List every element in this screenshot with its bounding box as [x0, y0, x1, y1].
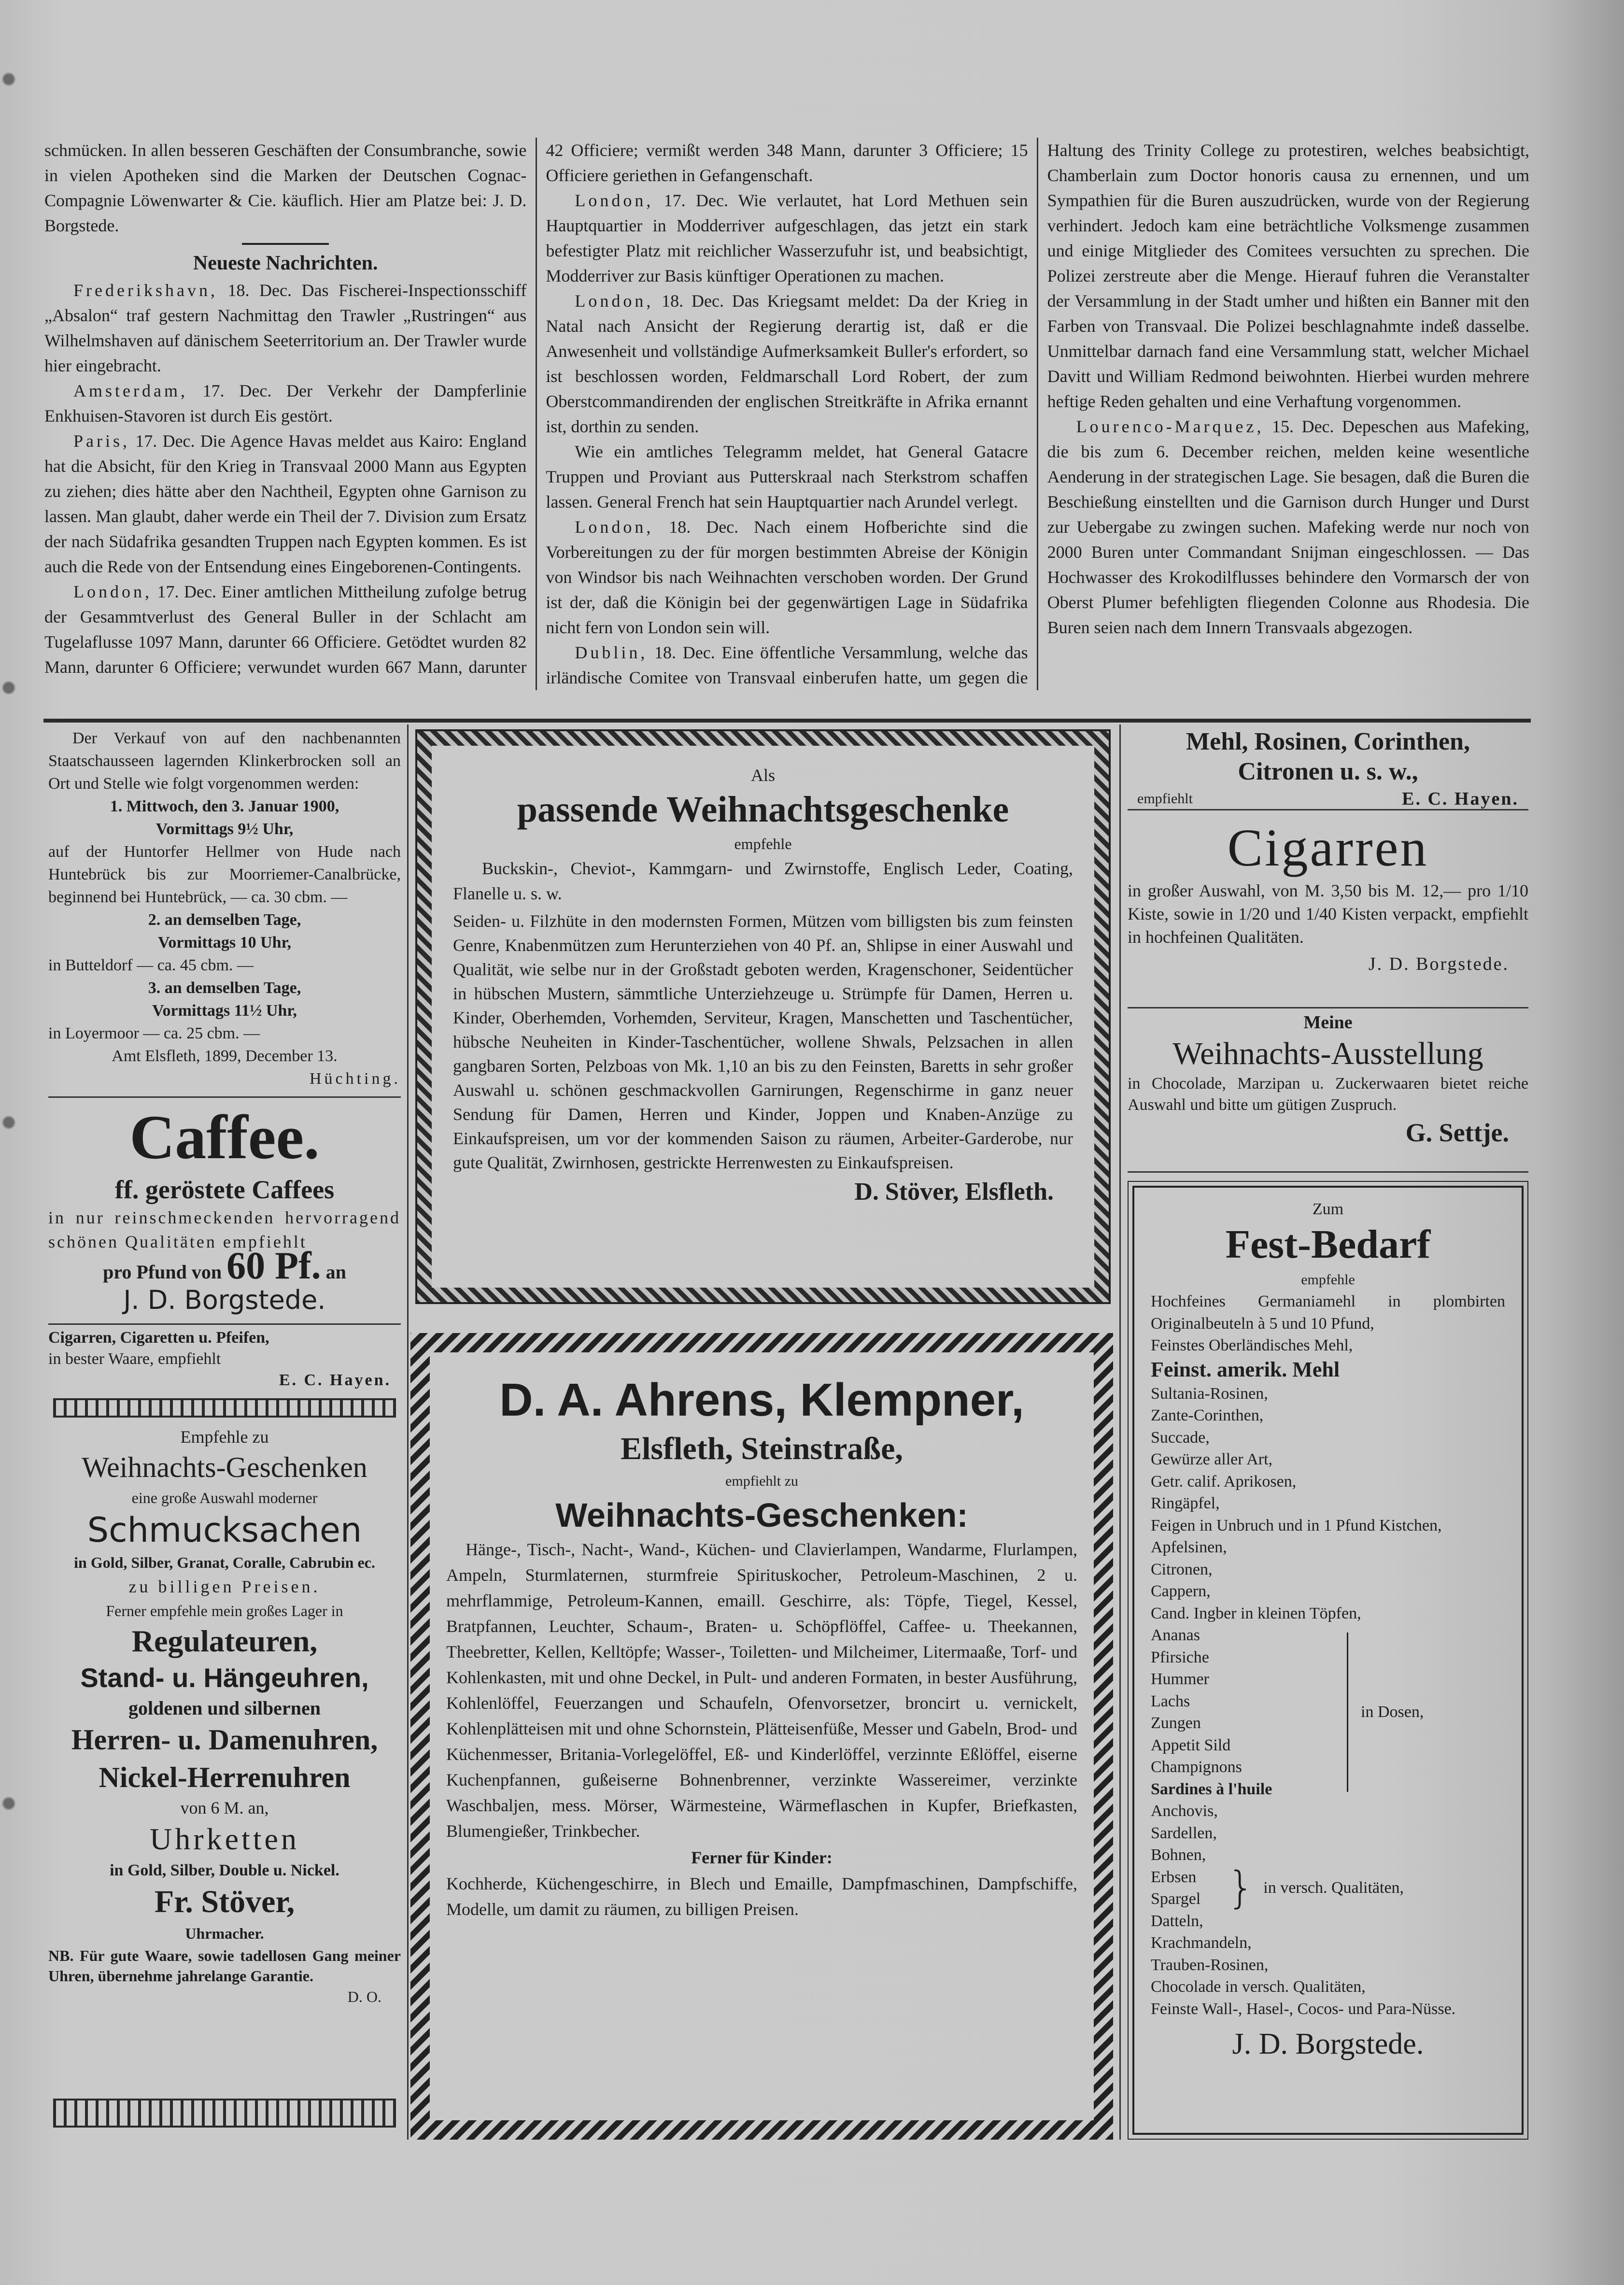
news-heading: Neueste Nachrichten.: [193, 252, 378, 274]
brace-line: [1347, 1632, 1348, 1792]
ad-mehl: Mehl, Rosinen, Corinthen, Citronen u. s. w., empfiehlt E. C. Hayen.: [1137, 728, 1519, 809]
column-rule: [407, 724, 409, 2140]
binding-hole: [2, 72, 15, 86]
news-item: Amsterdam, 17. Dec. Der Verkehr der Dampferlinie Enkhuisen-Stavoren ist durch Eis gestört.: [44, 381, 527, 426]
ad-cigaretten: Cigarren, Cigaretten u. Pfeifen, in bester Waare, empfiehlt E. C. Hayen.: [48, 1329, 391, 1389]
product-list: Sultania-Rosinen, Zante-Corinthen, Succade, Gewürze aller Art, Getr. calif. Aprikosen, Ringäpfel, Feigen in Unbruch und in 1 Pfund Kistchen, Apfelsinen, Citronen, Cappern, Cand. Ingber in kleinen Töpfen,: [1151, 1384, 1442, 1622]
divider: [242, 243, 329, 245]
news-item: London, 17. Dec. Wie verlautet, hat Lord Methuen sein Hauptquartier in Modderriver aufgeschlagen, das jetzt ein stark befestigter Platz mit reichlicher Wasserzufuhr ist, und beabsichtigt, Modderriver zur Basis künftiger Operationen zu machen.: [546, 191, 1028, 285]
binding-hole: [2, 1116, 15, 1129]
news-item: Dublin, 18. Dec. Eine öffentliche Versammlung, welche das irländische Comitee von Transvaal einberufen hatte, um gegen die Haltung des Trinity College zu protestiren, welches beabsichtigt, Chamberlain zum Doctor honoris causa zu ernennen, und um Sympathien für die Buren auszudrücken, wurde von der Regierung verhindert. Jedoch kam eine beträchtliche Volksmenge zusammen und einige Mitglieder des Comitees versuchten zu sprechen. Die Polizei zerstreute aber die Menge. Hierauf fuhren die Veranstalter der Versammlung in der Stadt umher und hißten ein Banner mit den Farben von Transvaal. Die Polizei beschlagnahmte indeß dasselbe. Unmittelbar darnach fand eine Versammlung statt, welcher Michael Davitt und William Redmond beiwohnten. Hierbei wurden mehrere heftige Reden gehalten und eine Verhaftung vorgenommen.: [546, 141, 1529, 687]
news-item: Wie ein amtliches Telegramm meldet, hat General Gatacre Truppen und Proviant aus Putterskraal nach Sterkstrom schaffen lassen. General French hat sein Hauptquartier nach Arundel verlegt.: [546, 442, 1028, 511]
ornament-border: [53, 2099, 396, 2128]
divider: [48, 1323, 401, 1325]
divider: [1128, 809, 1528, 810]
news-item: London, 18. Dec. Nach einem Hofberichte sind die Vorbereitungen zu der für morgen bestimmten Abreise der Königin von Windsor bis nach Weihnachten verschoben worden. Der Grund ist der, daß die Königin bei der gegenwärtigen Lage in Südafrika nicht fern von London sein will.: [546, 517, 1028, 637]
ad-klinker-sale: Der Verkauf von auf den nachbenannten Staatschausseen lagernden Klinkerbrocken soll an Ort und Stelle wie folgt vorgenommen werden: 1. Mittwoch, den 3. Januar 1900, Vormittags 9½ Uhr, auf der Huntorfer Hellmer von Hude nach Huntebrück bis zur Moorriemer-Canalbrücke, beginnend bei Huntebrück, — ca. 30 cbm. — 2. an demselben Tage, Vormittags 10 Uhr, in Butteldorf — ca. 45 cbm. — 3. an demselben Tage, Vormittags 11½ Uhr, in Loyermoor — ca. 25 cbm. — Amt Elsfleth, 1899, December 13. Hüchting.: [48, 729, 401, 1088]
ad-cigarren: Cigarren in großer Auswahl, von M. 3,50 bis M. 12,— pro 1/10 Kiste, sowie in 1/20 und 1/40 Kisten verpackt, empfiehlt in hochfeinen Qualitäten. J. D. Borgstede.: [1128, 818, 1528, 974]
news-lead: schmücken. In allen besseren Geschäften der Consumbranche, sowie in vielen Apotheken sind die Marken der Deutschen Cognac-Compagnie Löwenwarter & Cie. käuflich. Hier am Platze bei: J. D. Borgstede.: [44, 141, 527, 235]
ad-caffee: Caffee. ff. geröstete Caffees in nur reinschmeckenden hervorragend schönen Qualitäten empfiehlt pro Pfund von 60 Pf. an J. D. Borgstede.: [48, 1103, 401, 1315]
news-item: Frederikshavn, 18. Dec. Das Fischerei-Inspectionsschiff „Absalon“ traf gestern Nachmittag den Trawler „Rustringen“ aus Wilhelmshaven auf dänischem Seeterritorium an. Der Trawler wurde hier eingebracht.: [44, 281, 527, 375]
binding-hole: [2, 1797, 15, 1810]
ad-ahrens: D. A. Ahrens, Klempner, Elsfleth, Steinstraße, empfiehlt zu Weihnachts-Geschenken: Hänge-, Tisch-, Nacht-, Wand-, Küchen- und Clavierlampen, Wandarme, Flurlampen, Ampeln, Sturmlaternen, sturmfreie Spirituskocher, Petroleum-Maschinen, 2 u. mehrflammige, Petroleum-Kannen, emaill. Geschirre, als: Töpfe, Tiegel, Kessel, Bratpfannen, Leuchter, Schaum-, Braten- u. Schöpflöffel, Caffee- u. Theekannen, Theebretter, Kellen, Kelltöpfe; Wasser-, Toiletten- und Milcheimer, Litermaaße, Torf- und Kohlenkasten, mit und ohne Deckel, in Pult- und anderen Formaten, in bester Ausführung, Kohlenlöffel, Feuerzangen und Schaufeln, Ofenvorsetzer, broncirt u. vernickelt, Kohlenplätteisen mit und ohne Schornstein, Plätteisenfüße, Messer und Gabeln, Brod- und Küchenmesser, Britania-Vorlegelöffel, Eß- und Kinderlöffel, verzinnte Eßlöffel, eiserne Kuchenpfannen, gußeiserne Bohnenbrenner, verzinkte Wassereimer, verzinkte Waschbaljen, mess. Mörser, Wärmesteine, Wärmeflaschen in Kupfer, Briefkasten, Blumengießer, Trinkbecher. Ferner für Kinder: Kochherde, Küchengeschirre, in Blech und Emaille, Dampfmaschinen, Dampfschiffe, Modelle, um damit zu räumen, zu billigen Preisen.: [446, 1374, 1077, 1919]
news-item: Lourenco-Marquez, 15. Dec. Depeschen aus Mafeking, die bis zum 6. December reichen, melden keine wesentliche Aenderung in der strategischen Lage. Sie besagen, daß die Buren die Beschießung einstellten und die Garnison durch Hunger und Durst zur Uebergabe zu zwingen suchen. Mafeking werde nur noch von 2000 Buren unter Commandant Snijman eingeschlossen. — Das Hochwasser des Krokodilflusses behindere den Vormarsch der von Oberst Plumer befehligten fliegenden Colonne aus Rhodesia. Die Buren seien nach dem Innern Transvaals abgezogen.: [1047, 417, 1529, 637]
divider: [1128, 1007, 1528, 1008]
ad-fest-bedarf: Zum Fest-Bedarf empfehle Hochfeines Germaniamehl in plombirten Originalbeuteln à 5 und 10 Pfund, Feinstes Oberländisches Mehl, Feinst. amerik. Mehl Sultania-Rosinen, Zante-Corinthen, Succade, Gewürze aller Art, Getr. calif. Aprikosen, Ringäpfel, Feigen in Unbruch und in 1 Pfund Kistchen, Apfelsinen, Citronen, Cappern, Cand. Ingber in kleinen Töpfen, Ananas Pfirsiche Hummer Lachs Zungen Appetit Sild Champignons Sardines à l'huile in Dosen, Anchovis, Sardellen, Bohnen, Erbsen Spargel } in versch. Qualitäten, Datteln, Krachmandeln, Trauben-Rosinen, Chocolade in versch. Qualitäten, Feinste Wall-, Hasel-, Cocos- und Para-Nüsse. J. D. Borgstede.: [1132, 1186, 1524, 2135]
section-divider: [43, 719, 1531, 723]
brace-icon: }: [1227, 1862, 1255, 1913]
ad-stoever: Als passende Weihnachtsgeschenke empfehle Buckskin-, Cheviot-, Kammgarn- und Zwirnstoffe, Englisch Leder, Coating, Flanelle u. s. w. Seiden- u. Filzhüte in den modernsten Formen, Mützen vom billigsten bis zum feinsten Genre, Knabenmützen zum Herunterziehen von 40 Pf. an, Shlipse in einer Auswahl und Qualität, wie selbe nur in der Großstadt geboten werden, Kragenschoner, Seidentücher in hübschen Mustern, sämmtliche Unterziehzeuge u. Strümpfe für Damen, Herren u. Kinder, Oberhemden, Vorhemden, Serviteur, Kragen, Manschetten und Taschentücher, hübsche Neuheiten in Kinder-Taschentücher, wollene Shwals, Pelzsachen in allen gangbaren Sorten, Pelzboas von Mk. 1,10 an bis zu den Feinsten, Baretts in sehr großer Auswahl u. schönen geschmackvollen Garnirungen, Regenschirme in ganz neuer Sendung für Damen, Herren und Kinder, Joppen und Knaben-Anzüge zu Einkaufspreisen, um vor der kommenden Saison zu räumen, Arbeiter-Garderobe, nur gute Qualität, Zwirnhosen, gestrickte Herrenwesten zu Einkaufspreisen. D. Stöver, Elsfleth.: [415, 729, 1111, 1304]
ad-settje: Meine Weihnachts-Ausstellung in Chocolade, Marzipan u. Zuckerwaaren bietet reiche Auswahl und bitte um gütigen Zuspruch. G. Settje.: [1128, 1012, 1528, 1147]
product-group-qualitaeten: Erbsen Spargel } in versch. Qualitäten,: [1151, 1862, 1404, 1913]
divider: [48, 1096, 401, 1098]
column-rule: [1119, 724, 1121, 2140]
news-item: Paris, 17. Dec. Die Agence Havas meldet aus Kairo: England hat die Absicht, für den Krieg in Transvaal 2000 Mann aus Egypten zu ziehen; dies hätte aber den Nachtheil, Egypten ohne Garnison zu lassen. Man glaubt, daher werde ein Theil der 7. Division zum Ersatz der nach Südafrika gesandten Truppen nach Egypten kommen. Es ist auch die Rede von der Entsendung eines Eingeborenen-Contingents.: [44, 431, 527, 576]
ornament-border: [53, 1398, 396, 1418]
news-columns: [44, 138, 1529, 690]
news-item: London, 17. Dec. Einer amtlichen Mittheilung zufolge betrug der Gesammtverlust des General Buller in der Schlacht am Tugelaflusse 1097 Mann, darunter 66 Officiere. Getödtet wurden 82 Mann, darunter 6 Officiere; verwundet wurden 667 Mann, darunter 42 Officiere; vermißt werden 348 Mann, darunter 3 Officiere; 15 Officiere geriethen in Gefangenschaft.: [44, 141, 1028, 677]
binding-hole: [2, 681, 15, 695]
product-group-dosen: Ananas Pfirsiche Hummer Lachs Zungen Appetit Sild Champignons Sardines à l'huile in Dosen,: [1151, 1626, 1424, 1798]
divider: [1128, 1171, 1528, 1173]
news-item: London, 18. Dec. Das Kriegsamt meldet: Da der Krieg in Natal nach Ansicht der Regierung derartig ist, daß er die Anwesenheit und vollständige Aufmerksamkeit Buller's erfordert, so ist beschlossen worden, Feldmarschall Lord Robert, der zum Oberstcommandirenden der englischen Streitkräfte in Afrika ernannt ist, dorthin zu senden.: [546, 291, 1028, 436]
ad-uhren: Empfehle zu Weihnachts-Geschenken eine große Auswahl moderner Schmucksachen in Gold, Silber, Granat, Coralle, Cabrubin ec. zu billigen Preisen. Ferner empfehle mein großes Lager in Regulateuren, Stand- u. Hängeuhren, goldenen und silbernen Herren- u. Damenuhren, Nickel-Herrenuhren von 6 M. an, Uhrketten in Gold, Silber, Double u. Nickel. Fr. Stöver, Uhrmacher. NB. Für gute Waare, sowie tadellosen Gang meiner Uhren, übernehme jahrelange Garantie. D. O.: [48, 1427, 401, 2005]
